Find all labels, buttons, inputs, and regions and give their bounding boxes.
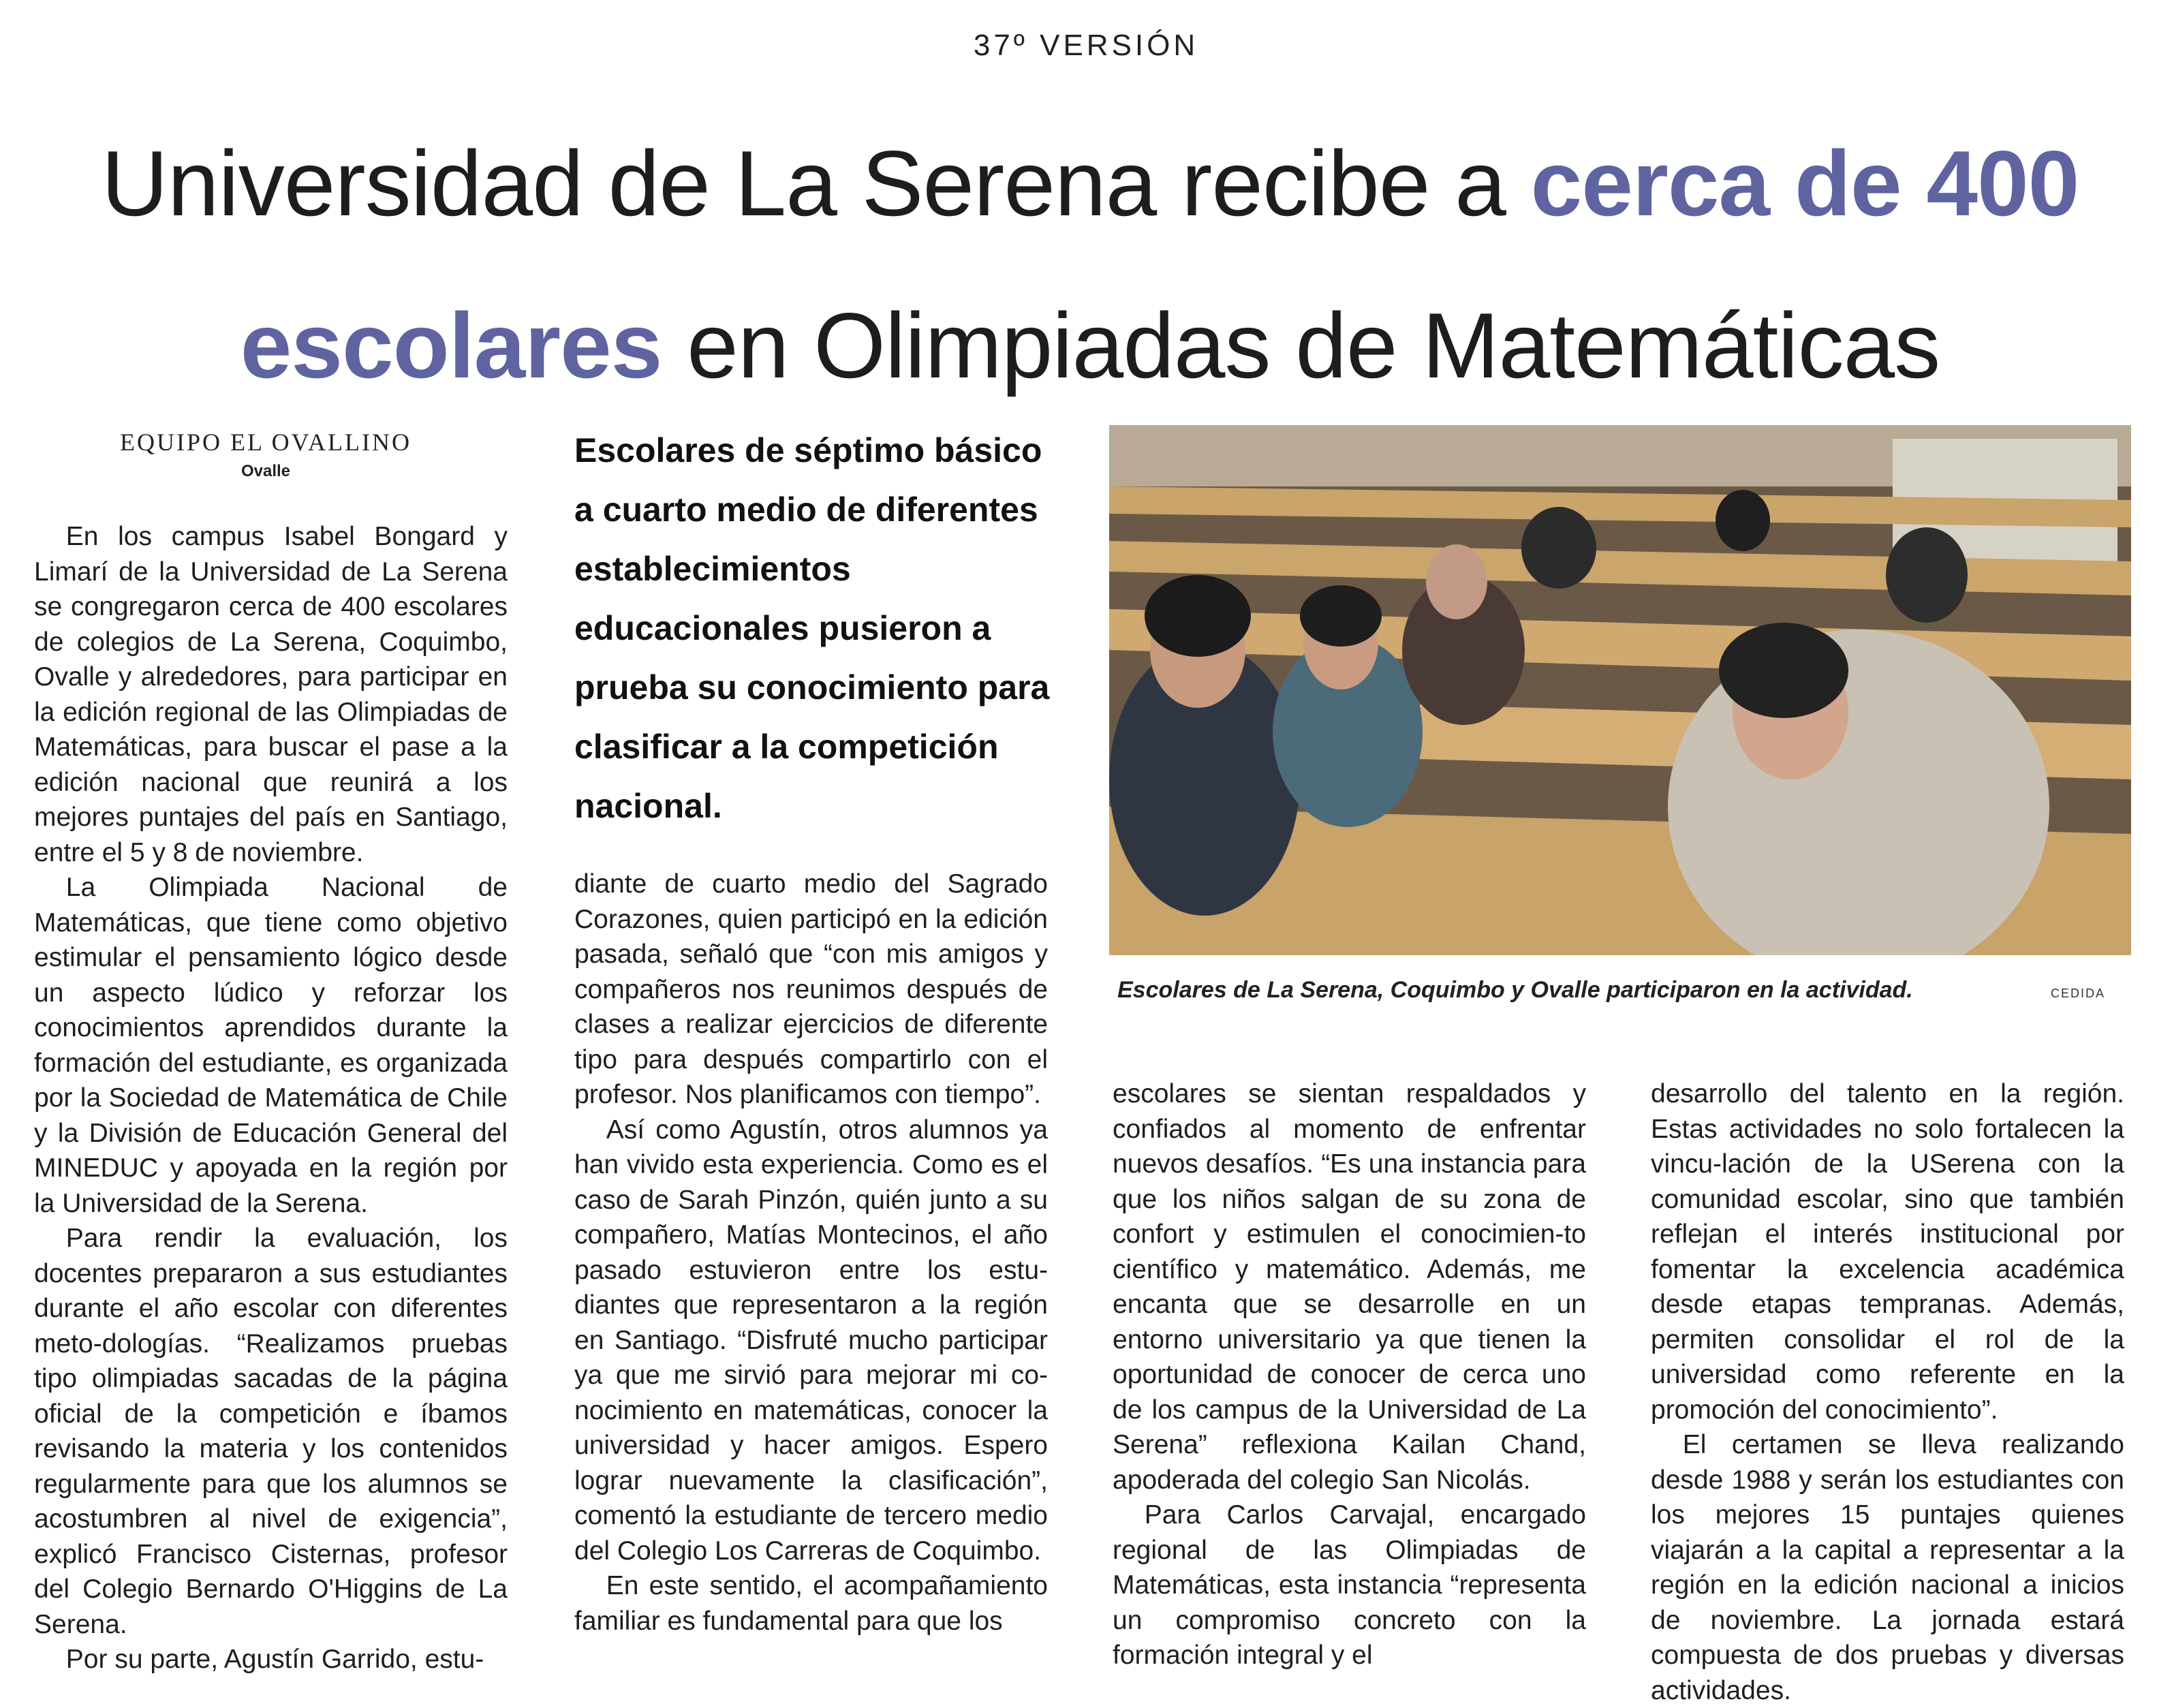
paragraph: Para Carlos Carvajal, encargado regional de las Olimpiadas de Matemáticas, esta instancia “representa un compromiso concreto con la formación integral y el: [1113, 1500, 1586, 1670]
article-column-3: [1113, 1076, 1586, 1673]
photo-students-exam: [1109, 425, 2131, 955]
paragraph: Por su parte, Agustín Garrido, estu-: [65, 1645, 484, 1674]
lead-paragraph: Escolares de séptimo básico a cuarto medio de diferentes establecimientos educacionales pusieron a prueba su conocimiento para clasificar a la competición nacional.: [574, 431, 1050, 825]
headline-part-2: en Olimpiadas de Matemáticas: [662, 294, 1940, 397]
section-label: 37º VERSIÓN: [973, 29, 1199, 62]
photo-credit: CEDIDA: [2051, 987, 2106, 1000]
paragraph: En este sentido, el acompañamiento familiar es fundamental para que los: [574, 1571, 1048, 1636]
byline-team: EQUIPO EL OVALLINO: [120, 429, 412, 456]
photo-caption: Escolares de La Serena, Coquimbo y Ovalle participaron en la actividad.: [1117, 977, 1913, 1003]
paragraph: La Olimpiada Nacional de Matemáticas, que tiene como objetivo estimular el pensamiento lógico desde un aspecto lúdico y reforzar los conocimientos aprendidos durante la formación del estudiante, es organizada por la Sociedad de Matemática de Chile y la División de Educación General del MINEDUC y apoyada en la región por la Universidad de la Serena.: [34, 873, 508, 1218]
paragraph: diante de cuarto medio del Sagrado Corazones, quien participó en la edición pasada, señaló que “con mis amigos y compañeros nos reunimos después de clases a realizar ejercicios de diferente tipo para después compartirlo con el profesor. Nos planificamos con tiempo”.: [574, 869, 1048, 1109]
article-column-1: [34, 519, 508, 1677]
article-column-4: [1651, 1076, 2124, 1708]
paragraph: Así como Agustín, otros alumnos ya han vivido esta experiencia. Como es el caso de Sarah Pinzón, quién junto a su compañero, Matías Montecinos, el año pasado estuvieron entre los estu-diantes que representaron a la región en Santiago. “Disfruté mucho participar ya que me sirvió para mejorar mi co-nocimiento en matemáticas, conocer la universidad y hacer amigos. Espero lograr nuevamente la clasificación”, comentó la estudiante de tercero medio del Colegio Los Carreras de Coquimbo.: [574, 1115, 1048, 1566]
headline: [75, 102, 2105, 426]
photo-illustration: [1109, 425, 2131, 955]
article-column-2: [574, 867, 1048, 1639]
headline-highlight: cerca de 400 escolares: [240, 131, 2079, 397]
paragraph: escolares se sientan respaldados y confiados al momento de enfrentar nuevos desafíos. “Es una instancia para que los niños salgan de su zona de confort y estimulen el conocimien-to científico y matemático. Además, me encanta que se desarrolle en un entorno universitario ya que tienen la oportunidad de conocer de cerca uno de los campus de la Universidad de La Serena” reflexiona Kailan Chand, apoderada del colegio San Nicolás.: [1113, 1079, 1586, 1495]
paragraph: Para rendir la evaluación, los docentes prepararon a sus estudiantes durante el año escolar con diferentes meto-dologías. “Realizamos pruebas tipo olimpiadas sacadas de la página oficial de la competición e íbamos revisando la materia y los contenidos regularmente para que los alumnos se acostumbren al nivel de exigencia”, explicó Francisco Cisternas, profesor del Colegio Bernardo O'Higgins de La Serena.: [34, 1224, 508, 1639]
headline-part-1: Universidad de La Serena recibe a: [101, 131, 1531, 235]
paragraph: desarrollo del talento en la región. Estas actividades no solo fortalecen la vincu-lación de la USerena con la comunidad escolar, sino que también reflejan el interés institucional por fomentar la excelencia académica desde etapas tempranas. Además, permiten consolidar el rol de la universidad como referente en la promoción del conocimiento”.: [1651, 1079, 2124, 1425]
paragraph: El certamen se lleva realizando desde 1988 y serán los estudiantes con los mejores 15 puntajes quienes viajarán a la capital a representar a la región en la edición nacional a inicios de noviembre. La jornada estará compuesta de dos pruebas y diversas actividades.: [1651, 1430, 2124, 1705]
paragraph: En los campus Isabel Bongard y Limarí de la Universidad de La Serena se congregaron cerca de 400 escolares de colegios de La Serena, Coquimbo, Ovalle y alrededores, para participar en la edición regional de las Olimpiadas de Matemáticas, para buscar el pase a la edición nacional que reunirá a los mejores puntajes del país en Santiago, entre el 5 y 8 de noviembre.: [34, 522, 508, 867]
byline: [34, 428, 497, 481]
byline-location: Ovalle: [241, 462, 291, 480]
